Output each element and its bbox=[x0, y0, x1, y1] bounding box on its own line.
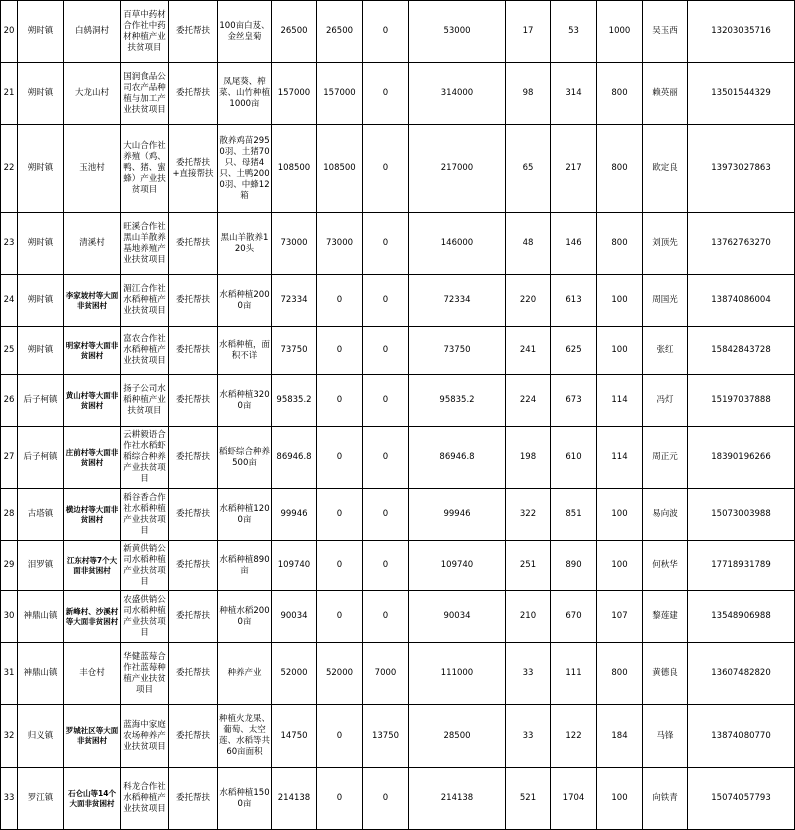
town-cell: 朔时镇 bbox=[18, 1, 64, 63]
fund-cell-2: 108500 bbox=[317, 125, 363, 213]
total-cell: 95835.2 bbox=[409, 375, 506, 427]
fund-cell-1: 72334 bbox=[272, 275, 317, 327]
project-cell: 蓝海中家庭农场种养产业扶贫项目 bbox=[121, 705, 169, 768]
persons-cell: 613 bbox=[551, 275, 597, 327]
households-cell: 322 bbox=[506, 489, 551, 541]
village-cell: 明家村等大面非贫困村 bbox=[64, 327, 121, 375]
amount-cell: 114 bbox=[597, 427, 643, 489]
persons-cell: 217 bbox=[551, 125, 597, 213]
town-cell: 朔时镇 bbox=[18, 275, 64, 327]
fund-cell-1: 109740 bbox=[272, 541, 317, 591]
fund-cell-3: 0 bbox=[363, 125, 409, 213]
amount-cell: 800 bbox=[597, 63, 643, 125]
households-cell: 33 bbox=[506, 643, 551, 705]
total-cell: 28500 bbox=[409, 705, 506, 768]
row-number: 26 bbox=[1, 375, 18, 427]
project-cell: 旺溪合作社黑山羊散养基地养殖产业扶贫项目 bbox=[121, 213, 169, 275]
row-number: 23 bbox=[1, 213, 18, 275]
amount-cell: 100 bbox=[597, 541, 643, 591]
mode-cell: 委托帮扶 bbox=[169, 63, 218, 125]
project-cell: 百草中药材合作社中药材种植产业扶贫项目 bbox=[121, 1, 169, 63]
table-row bbox=[1, 125, 795, 213]
contact-cell: 吴玉西 bbox=[643, 1, 688, 63]
table-row bbox=[1, 275, 795, 327]
households-cell: 210 bbox=[506, 591, 551, 643]
contact-cell: 冯灯 bbox=[643, 375, 688, 427]
contact-cell: 何秋华 bbox=[643, 541, 688, 591]
contact-cell: 黎莲建 bbox=[643, 591, 688, 643]
total-cell: 90034 bbox=[409, 591, 506, 643]
phone-cell: 13501544329 bbox=[688, 63, 795, 125]
phone-cell: 13203035716 bbox=[688, 1, 795, 63]
row-number: 30 bbox=[1, 591, 18, 643]
village-cell: 江东村等7个大面非贫困村 bbox=[64, 541, 121, 591]
fund-cell-1: 214138 bbox=[272, 768, 317, 830]
phone-cell: 15842843728 bbox=[688, 327, 795, 375]
row-number: 31 bbox=[1, 643, 18, 705]
fund-cell-3: 0 bbox=[363, 591, 409, 643]
contact-cell: 易向波 bbox=[643, 489, 688, 541]
contact-cell: 马锋 bbox=[643, 705, 688, 768]
fund-cell-1: 73000 bbox=[272, 213, 317, 275]
households-cell: 98 bbox=[506, 63, 551, 125]
amount-cell: 100 bbox=[597, 489, 643, 541]
row-number: 22 bbox=[1, 125, 18, 213]
project-cell: 稻谷香合作社水稻种植产业扶贫项目 bbox=[121, 489, 169, 541]
row-number: 21 bbox=[1, 63, 18, 125]
phone-cell: 17718931789 bbox=[688, 541, 795, 591]
persons-cell: 122 bbox=[551, 705, 597, 768]
total-cell: 146000 bbox=[409, 213, 506, 275]
town-cell: 古塔镇 bbox=[18, 489, 64, 541]
village-cell: 罗城社区等大面非贫困村 bbox=[64, 705, 121, 768]
amount-cell: 800 bbox=[597, 643, 643, 705]
contact-cell: 欧定良 bbox=[643, 125, 688, 213]
project-cell: 科龙合作社水稻种植产业扶贫项目 bbox=[121, 768, 169, 830]
village-cell: 清溪村 bbox=[64, 213, 121, 275]
fund-cell-3: 0 bbox=[363, 63, 409, 125]
amount-cell: 184 bbox=[597, 705, 643, 768]
fund-cell-2: 157000 bbox=[317, 63, 363, 125]
fund-cell-1: 108500 bbox=[272, 125, 317, 213]
fund-cell-1: 90034 bbox=[272, 591, 317, 643]
fund-cell-1: 52000 bbox=[272, 643, 317, 705]
content-cell: 水稻种植890亩 bbox=[218, 541, 272, 591]
fund-cell-2: 0 bbox=[317, 489, 363, 541]
households-cell: 220 bbox=[506, 275, 551, 327]
content-cell: 种植火龙果、葡萄、太空莲、水稻等共60亩面积 bbox=[218, 705, 272, 768]
households-cell: 198 bbox=[506, 427, 551, 489]
content-cell: 水稻种植1200亩 bbox=[218, 489, 272, 541]
phone-cell: 15073003988 bbox=[688, 489, 795, 541]
persons-cell: 610 bbox=[551, 427, 597, 489]
total-cell: 214138 bbox=[409, 768, 506, 830]
persons-cell: 314 bbox=[551, 63, 597, 125]
persons-cell: 111 bbox=[551, 643, 597, 705]
village-cell: 李家坡村等大面非贫困村 bbox=[64, 275, 121, 327]
project-cell: 新黄供销公司水稻种植产业扶贫项目 bbox=[121, 541, 169, 591]
persons-cell: 851 bbox=[551, 489, 597, 541]
phone-cell: 13548906988 bbox=[688, 591, 795, 643]
amount-cell: 114 bbox=[597, 375, 643, 427]
contact-cell: 向铁青 bbox=[643, 768, 688, 830]
mode-cell: 委托帮扶 bbox=[169, 591, 218, 643]
village-cell: 庄前村等大面非贫困村 bbox=[64, 427, 121, 489]
persons-cell: 625 bbox=[551, 327, 597, 375]
amount-cell: 107 bbox=[597, 591, 643, 643]
mode-cell: 委托帮扶 bbox=[169, 327, 218, 375]
content-cell: 种养产业 bbox=[218, 643, 272, 705]
total-cell: 73750 bbox=[409, 327, 506, 375]
amount-cell: 800 bbox=[597, 125, 643, 213]
mode-cell: 委托帮扶 bbox=[169, 541, 218, 591]
row-number: 33 bbox=[1, 768, 18, 830]
project-cell: 云耕毅语合作社水稻虾稻综合种养产业扶贫项目 bbox=[121, 427, 169, 489]
table-row bbox=[1, 489, 795, 541]
total-cell: 99946 bbox=[409, 489, 506, 541]
fund-cell-2: 0 bbox=[317, 768, 363, 830]
table-row bbox=[1, 591, 795, 643]
fund-cell-2: 0 bbox=[317, 591, 363, 643]
total-cell: 314000 bbox=[409, 63, 506, 125]
contact-cell: 黄德良 bbox=[643, 643, 688, 705]
fund-cell-2: 0 bbox=[317, 327, 363, 375]
amount-cell: 800 bbox=[597, 213, 643, 275]
phone-cell: 13874086004 bbox=[688, 275, 795, 327]
households-cell: 65 bbox=[506, 125, 551, 213]
contact-cell: 张红 bbox=[643, 327, 688, 375]
amount-cell: 100 bbox=[597, 768, 643, 830]
town-cell: 后子柯镇 bbox=[18, 375, 64, 427]
row-number: 27 bbox=[1, 427, 18, 489]
content-cell: 水稻种植2000亩 bbox=[218, 275, 272, 327]
fund-cell-3: 13750 bbox=[363, 705, 409, 768]
table-row bbox=[1, 643, 795, 705]
content-cell: 凤尾葵、榨菜、山竹种植1000亩 bbox=[218, 63, 272, 125]
table-row bbox=[1, 213, 795, 275]
mode-cell: 委托帮扶 bbox=[169, 427, 218, 489]
contact-cell: 周正元 bbox=[643, 427, 688, 489]
town-cell: 罗江镇 bbox=[18, 768, 64, 830]
mode-cell: 委托帮扶 bbox=[169, 768, 218, 830]
fund-cell-2: 0 bbox=[317, 375, 363, 427]
village-cell: 黄山村等大面非贫困村 bbox=[64, 375, 121, 427]
fund-cell-1: 95835.2 bbox=[272, 375, 317, 427]
town-cell: 朔时镇 bbox=[18, 63, 64, 125]
project-cell: 大山合作社养殖（鸡、鸭、猪、蜜蜂）产业扶贫项目 bbox=[121, 125, 169, 213]
village-cell: 白鸫洞村 bbox=[64, 1, 121, 63]
project-cell: 农盛供销公司水稻种植产业扶贫项目 bbox=[121, 591, 169, 643]
total-cell: 86946.8 bbox=[409, 427, 506, 489]
fund-cell-2: 0 bbox=[317, 427, 363, 489]
table-row bbox=[1, 541, 795, 591]
village-cell: 大龙山村 bbox=[64, 63, 121, 125]
fund-cell-1: 73750 bbox=[272, 327, 317, 375]
project-cell: 扬子公司水稻种植产业扶贫项目 bbox=[121, 375, 169, 427]
content-cell: 水稻种植3200亩 bbox=[218, 375, 272, 427]
table-row bbox=[1, 327, 795, 375]
town-cell: 后子柯镇 bbox=[18, 427, 64, 489]
table-row bbox=[1, 768, 795, 830]
fund-cell-3: 0 bbox=[363, 541, 409, 591]
project-cell: 富农合作社水稻种植产业扶贫项目 bbox=[121, 327, 169, 375]
town-cell: 归义镇 bbox=[18, 705, 64, 768]
persons-cell: 670 bbox=[551, 591, 597, 643]
contact-cell: 刘顶先 bbox=[643, 213, 688, 275]
phone-cell: 18390196266 bbox=[688, 427, 795, 489]
total-cell: 217000 bbox=[409, 125, 506, 213]
phone-cell: 13607482820 bbox=[688, 643, 795, 705]
amount-cell: 100 bbox=[597, 275, 643, 327]
row-number: 28 bbox=[1, 489, 18, 541]
fund-cell-2: 0 bbox=[317, 705, 363, 768]
persons-cell: 53 bbox=[551, 1, 597, 63]
town-cell: 神鼎山镇 bbox=[18, 591, 64, 643]
households-cell: 17 bbox=[506, 1, 551, 63]
phone-cell: 15197037888 bbox=[688, 375, 795, 427]
amount-cell: 100 bbox=[597, 327, 643, 375]
persons-cell: 1704 bbox=[551, 768, 597, 830]
mode-cell: 委托帮扶 bbox=[169, 705, 218, 768]
project-cell: 国润食品公司农产品种植与加工产业扶贫项目 bbox=[121, 63, 169, 125]
mode-cell: 委托帮扶 bbox=[169, 489, 218, 541]
fund-cell-3: 0 bbox=[363, 1, 409, 63]
amount-cell: 1000 bbox=[597, 1, 643, 63]
content-cell: 散养鸡苗2950羽、土猪70只、母猪4只、土鸭2000羽、中蜂12箱 bbox=[218, 125, 272, 213]
table-row bbox=[1, 375, 795, 427]
fund-cell-2: 73000 bbox=[317, 213, 363, 275]
fund-cell-3: 0 bbox=[363, 375, 409, 427]
total-cell: 111000 bbox=[409, 643, 506, 705]
table-body bbox=[1, 1, 795, 830]
row-number: 20 bbox=[1, 1, 18, 63]
row-number: 32 bbox=[1, 705, 18, 768]
mode-cell: 委托帮扶 bbox=[169, 1, 218, 63]
total-cell: 53000 bbox=[409, 1, 506, 63]
households-cell: 48 bbox=[506, 213, 551, 275]
fund-cell-3: 0 bbox=[363, 768, 409, 830]
village-cell: 玉池村 bbox=[64, 125, 121, 213]
table-row bbox=[1, 63, 795, 125]
phone-cell: 13762763270 bbox=[688, 213, 795, 275]
households-cell: 33 bbox=[506, 705, 551, 768]
content-cell: 黑山羊散养120头 bbox=[218, 213, 272, 275]
phone-cell: 13973027863 bbox=[688, 125, 795, 213]
fund-cell-3: 0 bbox=[363, 327, 409, 375]
households-cell: 224 bbox=[506, 375, 551, 427]
row-number: 29 bbox=[1, 541, 18, 591]
total-cell: 109740 bbox=[409, 541, 506, 591]
project-cell: 湄江合作社水稻种植产业扶贫项目 bbox=[121, 275, 169, 327]
town-cell: 神鼎山镇 bbox=[18, 643, 64, 705]
mode-cell: 委托帮扶 bbox=[169, 213, 218, 275]
households-cell: 241 bbox=[506, 327, 551, 375]
mode-cell: 委托帮扶+直接帮扶 bbox=[169, 125, 218, 213]
fund-cell-1: 99946 bbox=[272, 489, 317, 541]
content-cell: 种植水稻2000亩 bbox=[218, 591, 272, 643]
content-cell: 水稻种植，面积不详 bbox=[218, 327, 272, 375]
fund-cell-2: 26500 bbox=[317, 1, 363, 63]
project-cell: 华健蓝莓合作社蓝莓种植产业扶贫项目 bbox=[121, 643, 169, 705]
table-row bbox=[1, 705, 795, 768]
contact-cell: 周国光 bbox=[643, 275, 688, 327]
persons-cell: 890 bbox=[551, 541, 597, 591]
village-cell: 丰仓村 bbox=[64, 643, 121, 705]
village-cell: 石仑山等14个大面非贫困村 bbox=[64, 768, 121, 830]
total-cell: 72334 bbox=[409, 275, 506, 327]
fund-cell-1: 14750 bbox=[272, 705, 317, 768]
town-cell: 朔时镇 bbox=[18, 125, 64, 213]
mode-cell: 委托帮扶 bbox=[169, 643, 218, 705]
households-cell: 521 bbox=[506, 768, 551, 830]
fund-cell-1: 157000 bbox=[272, 63, 317, 125]
mode-cell: 委托帮扶 bbox=[169, 275, 218, 327]
content-cell: 水稻种植1500亩 bbox=[218, 768, 272, 830]
fund-cell-3: 0 bbox=[363, 213, 409, 275]
persons-cell: 673 bbox=[551, 375, 597, 427]
table-row bbox=[1, 1, 795, 63]
row-number: 25 bbox=[1, 327, 18, 375]
fund-cell-3: 0 bbox=[363, 275, 409, 327]
table-row bbox=[1, 427, 795, 489]
fund-cell-1: 26500 bbox=[272, 1, 317, 63]
phone-cell: 15074057793 bbox=[688, 768, 795, 830]
village-cell: 横边村等大面非贫困村 bbox=[64, 489, 121, 541]
content-cell: 稻虾综合种养500亩 bbox=[218, 427, 272, 489]
village-cell: 新峰村、沙溪村等大面非贫困村 bbox=[64, 591, 121, 643]
fund-cell-3: 7000 bbox=[363, 643, 409, 705]
mode-cell: 委托帮扶 bbox=[169, 375, 218, 427]
fund-cell-1: 86946.8 bbox=[272, 427, 317, 489]
fund-cell-2: 0 bbox=[317, 541, 363, 591]
town-cell: 泪罗镇 bbox=[18, 541, 64, 591]
town-cell: 朔时镇 bbox=[18, 213, 64, 275]
fund-cell-2: 0 bbox=[317, 275, 363, 327]
fund-cell-3: 0 bbox=[363, 489, 409, 541]
phone-cell: 13874080770 bbox=[688, 705, 795, 768]
persons-cell: 146 bbox=[551, 213, 597, 275]
content-cell: 100亩白芨、金丝皇菊 bbox=[218, 1, 272, 63]
households-cell: 251 bbox=[506, 541, 551, 591]
contact-cell: 赖英丽 bbox=[643, 63, 688, 125]
town-cell: 朔时镇 bbox=[18, 327, 64, 375]
row-number: 24 bbox=[1, 275, 18, 327]
fund-cell-3: 0 bbox=[363, 427, 409, 489]
fund-cell-2: 52000 bbox=[317, 643, 363, 705]
